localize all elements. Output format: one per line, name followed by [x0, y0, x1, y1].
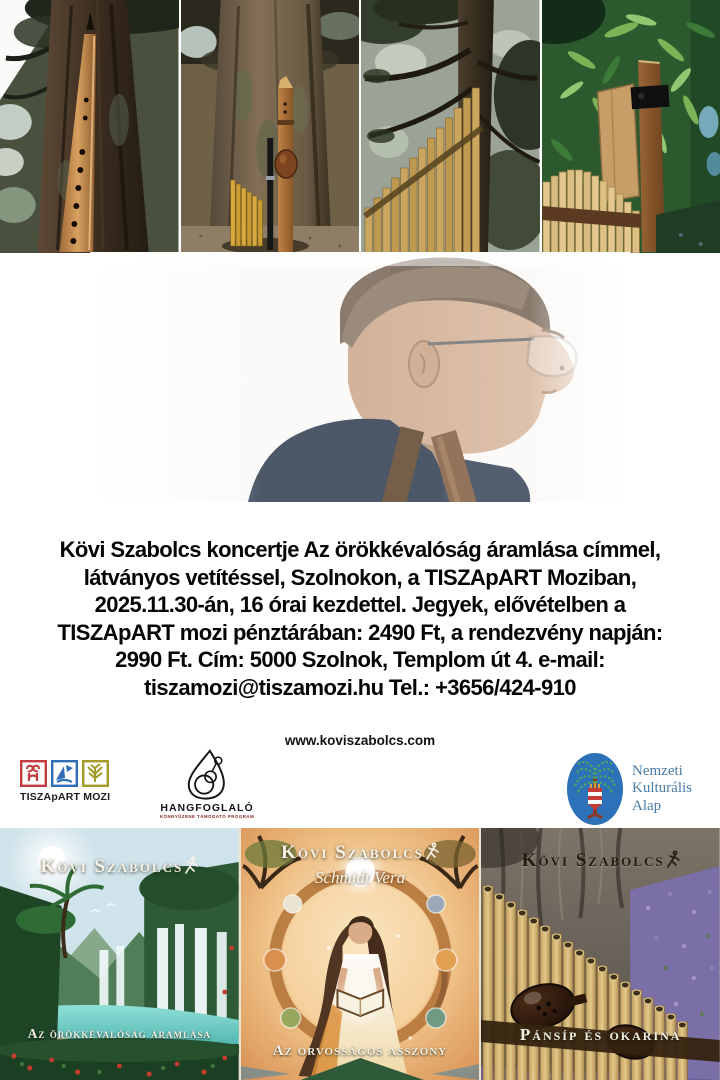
album-subtitle: Schmidt Vera [314, 868, 406, 887]
artist-playing-flute-image [90, 252, 630, 502]
album-artist-text: Kövi Szabolcs [521, 850, 665, 871]
website-url: www.koviszabolcs.com [284, 733, 436, 748]
album-artist-name [0, 856, 239, 878]
tiszapart-logo-mark [20, 760, 130, 787]
tiszapart-blue-square-icon [51, 760, 78, 787]
nka-line: Kulturális [632, 780, 692, 797]
instruments-tree-image [181, 0, 360, 253]
announcement-text [0, 536, 720, 702]
hangfoglalo-label: HANGFOGLALÓ [160, 802, 254, 814]
album-title: Pánsíp és okarina [519, 1025, 682, 1044]
hangfoglalo-drop-icon [183, 748, 231, 800]
album-cover-pansip-okarina [481, 828, 720, 1080]
nka-text [632, 763, 692, 816]
announcement-line: látványos vetítéssel, Szolnokon, a TISZApART Moziban, [83, 564, 637, 590]
album-artist-name [241, 842, 480, 864]
album-cover-orvossagos-asszony [241, 828, 480, 1080]
album-artist-text: Kövi Szabolcs [281, 842, 424, 863]
announcement-line: Kövi Szabolcs koncertje Az örökkévalóság áramlása címmel, [59, 537, 661, 562]
photo-instruments-tree-base [181, 0, 360, 253]
tiszapart-red-square-icon [20, 760, 47, 787]
photo-flute-bamboo [542, 0, 720, 253]
tiszapart-label: TISZApART MOZI [20, 791, 111, 803]
album-title: Az orvosságos asszony [272, 1043, 448, 1059]
photo-panpipe-pine [361, 0, 540, 253]
announcement-line: tiszamozi@tiszamozi.hu Tel.: +3656/424-910 [144, 674, 576, 700]
albums-row [0, 828, 720, 1080]
announcement-line: TISZApART mozi pénztárában: 2490 Ft, a rendezvény napján: [57, 619, 663, 645]
nka-badge-icon [566, 752, 624, 826]
announcement-line: 2990 Ft. Cím: 5000 Szolnok, Templom út 4. e-mail: [115, 647, 605, 673]
artist-photo [90, 252, 630, 502]
hangfoglalo-logo [152, 748, 262, 819]
nka-line: Alap [632, 797, 662, 814]
hangfoglalo-sublabel: KÖNNYŰZENE TÁMOGATÓ PROGRAM [159, 814, 255, 819]
photo-grid [0, 0, 720, 253]
tiszapart-mozi-logo [20, 760, 130, 803]
panpipe-pine-image [361, 0, 540, 253]
dancer-icon [426, 842, 439, 861]
dancer-icon [667, 850, 680, 869]
album-cover-orokkevalosag [0, 828, 239, 1080]
tiszapart-olive-square-icon [82, 760, 109, 787]
flute-redwood-image [0, 0, 179, 253]
announcement-line: 2025.11.30-án, 16 órai kezdettel. Jegyek, elővételben a [94, 592, 626, 618]
album-artist-text: Kövi Szabolcs [40, 856, 184, 877]
dancer-icon [185, 856, 198, 875]
album-title: Az örökkévalóság áramlása [27, 1026, 212, 1041]
nka-logo [566, 752, 716, 826]
nka-line: Nemzeti [632, 762, 683, 779]
photo-overtone-flute-redwood [0, 0, 179, 253]
album-artist-name [481, 850, 720, 872]
flute-bamboo-image [542, 0, 720, 253]
